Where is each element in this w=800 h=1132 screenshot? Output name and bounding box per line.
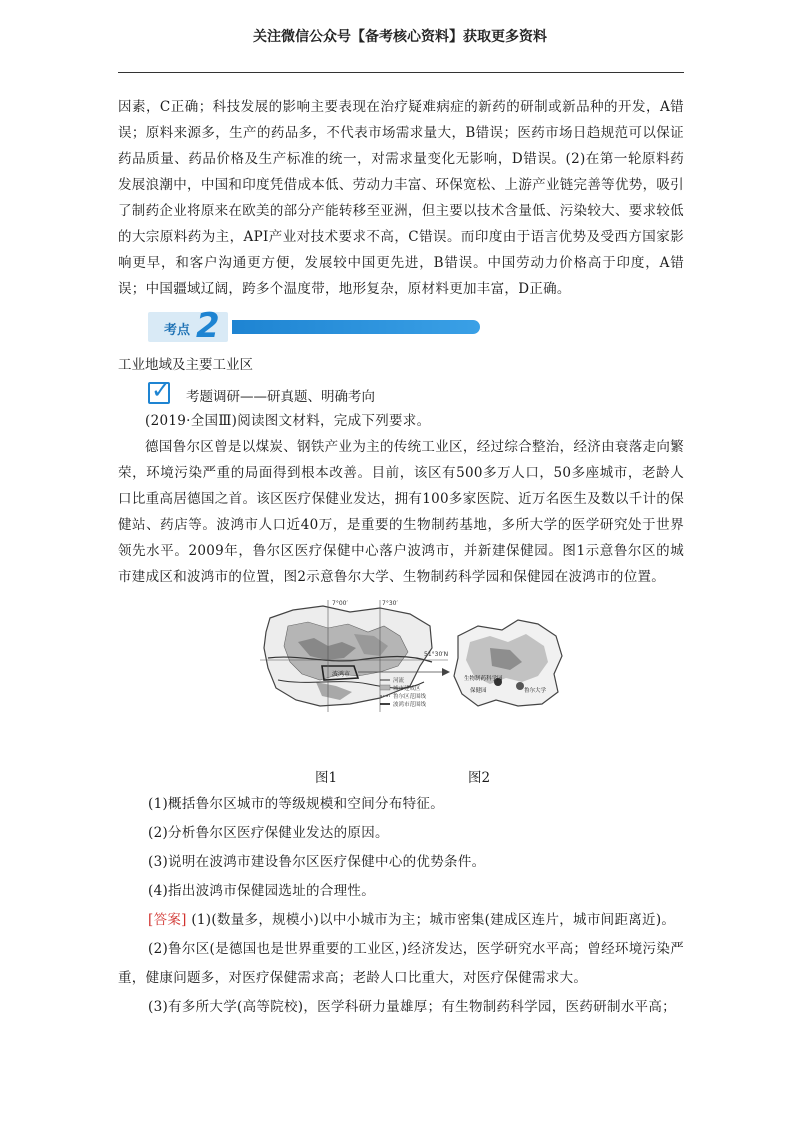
exam-source: (2019·全国Ⅲ)阅读图文材料，完成下列要求。 <box>145 413 431 429</box>
checkmark-icon: ✓ <box>151 376 172 404</box>
question-item: (4)指出波鸿市保健园选址的合理性。 <box>148 883 376 899</box>
legend-item: 河流 <box>393 678 405 684</box>
research-heading: 考题调研——研真题、明确考向 <box>186 389 375 405</box>
figure-2-caption: 图2 <box>468 770 491 786</box>
kaodian-banner <box>118 306 684 346</box>
question-item: (3)说明在波鸿市建设鲁尔区医疗保健中心的优势条件。 <box>148 854 486 870</box>
question-item: (1)概括鲁尔区城市的等级规模和空间分布特征。 <box>148 796 445 812</box>
document-body <box>118 94 684 1022</box>
question-list <box>118 790 684 1022</box>
answer-1 <box>118 906 684 935</box>
kaodian-number: 2 <box>196 306 220 346</box>
lat-label: 51°30′N <box>424 651 449 658</box>
fig2-label: 鲁尔大学 <box>524 688 547 694</box>
legend-item: 波鸿市范围线 <box>393 702 427 708</box>
answer-3: (3)有多所大学(高等院校)，医学科研力量雄厚；有生物制药科学园，医药研制水平高； <box>148 999 676 1015</box>
page-header: 关注微信公众号【备考核心资料】获取更多资料 <box>253 29 547 45</box>
fig2-label: 生物制药科学园 <box>464 676 503 682</box>
figure-1-map <box>260 600 448 712</box>
lon-label-2: 7°30′ <box>382 600 398 607</box>
answer-tag: [答案] <box>148 912 187 928</box>
map-figure-svg <box>118 596 684 766</box>
section-title: 工业地域及主要工业区 <box>118 357 253 373</box>
legend-item: 鲁尔区范围线 <box>393 694 427 700</box>
lon-label-1: 7°00′ <box>332 600 348 607</box>
figure-2-map <box>454 620 562 706</box>
intro-paragraph: 因素，C正确；科技发展的影响主要表现在治疗疑难病症的新药的研制或新品种的开发，A错误；原料来源多，生产的药品多，不代表市场需求量大，B错误；医药市场日趋规范可以保证药品质量、药品价格及生产标准的统一，对需求量变化无影响，D错误。(2)在第一轮原料药发展浪潮中，中国和印度凭借成本低、劳动力丰富、环保宽松、上游产业链完善等优势，吸引了制药企业将原来在欧美的部分产能转移至亚洲，但主要以技术含量低、污染较大、要求较低的大宗原料药为主，API产业对技术要求不高，C错误。而印度由于语言优势及受西方国家影响更早，和客户沟通更方便，发展较中国更先进，B错误。中国劳动力价格高于印度，A错误；中国疆域辽阔，跨多个温度带，地形复杂，原材料更加丰富，D正确。 <box>118 99 684 297</box>
header-divider <box>118 72 684 73</box>
answer-2: (2)鲁尔区(是德国也是世界重要的工业区，)经济发达，医学研究水平高；曾经环境污染严重，健康问题多，对医疗保健需求高；老龄人口比重大，对医疗保健需求大。 <box>118 941 684 986</box>
legend-item: 城市建成区 <box>393 686 421 692</box>
fig2-label: 保健园 <box>470 688 487 694</box>
research-heading-row <box>118 376 684 408</box>
figure-captions <box>118 766 684 790</box>
arrow-icon <box>442 668 450 676</box>
question-item: (2)分析鲁尔区医疗保健业发达的原因。 <box>148 825 389 841</box>
city-label: 波鸿市 <box>332 671 351 678</box>
material-text: 德国鲁尔区曾是以煤炭、钢铁产业为主的传统工业区，经过综合整治，经济由衰落走向繁荣，环境污染严重的局面得到根本改善。目前，该区有500多万人口，50多座城市，老龄人口比重高居德国之首。该区医疗保健业发达，拥有100多家医院、近万名医生及数以千计的保健站、药店等。波鸿市人口近40万，是重要的生物制药基地，多所大学的医学研究处于世界领先水平。2009年，鲁尔区医疗保健中心落户波鸿市，并新建保健园。图1示意鲁尔区的城市建成区和波鸿市的位置，图2示意鲁尔大学、生物制药科学园和保健园在波鸿市的位置。 <box>118 439 684 585</box>
kaodian-bar <box>232 320 480 334</box>
kaodian-label: 考点 <box>164 323 191 338</box>
answer-1-text: (1)(数量多，规模小)以中小城市为主；城市密集(建成区连片，城市间距离近)。 <box>191 912 676 928</box>
figure-1-caption: 图1 <box>315 770 338 786</box>
map-figure <box>118 596 684 766</box>
